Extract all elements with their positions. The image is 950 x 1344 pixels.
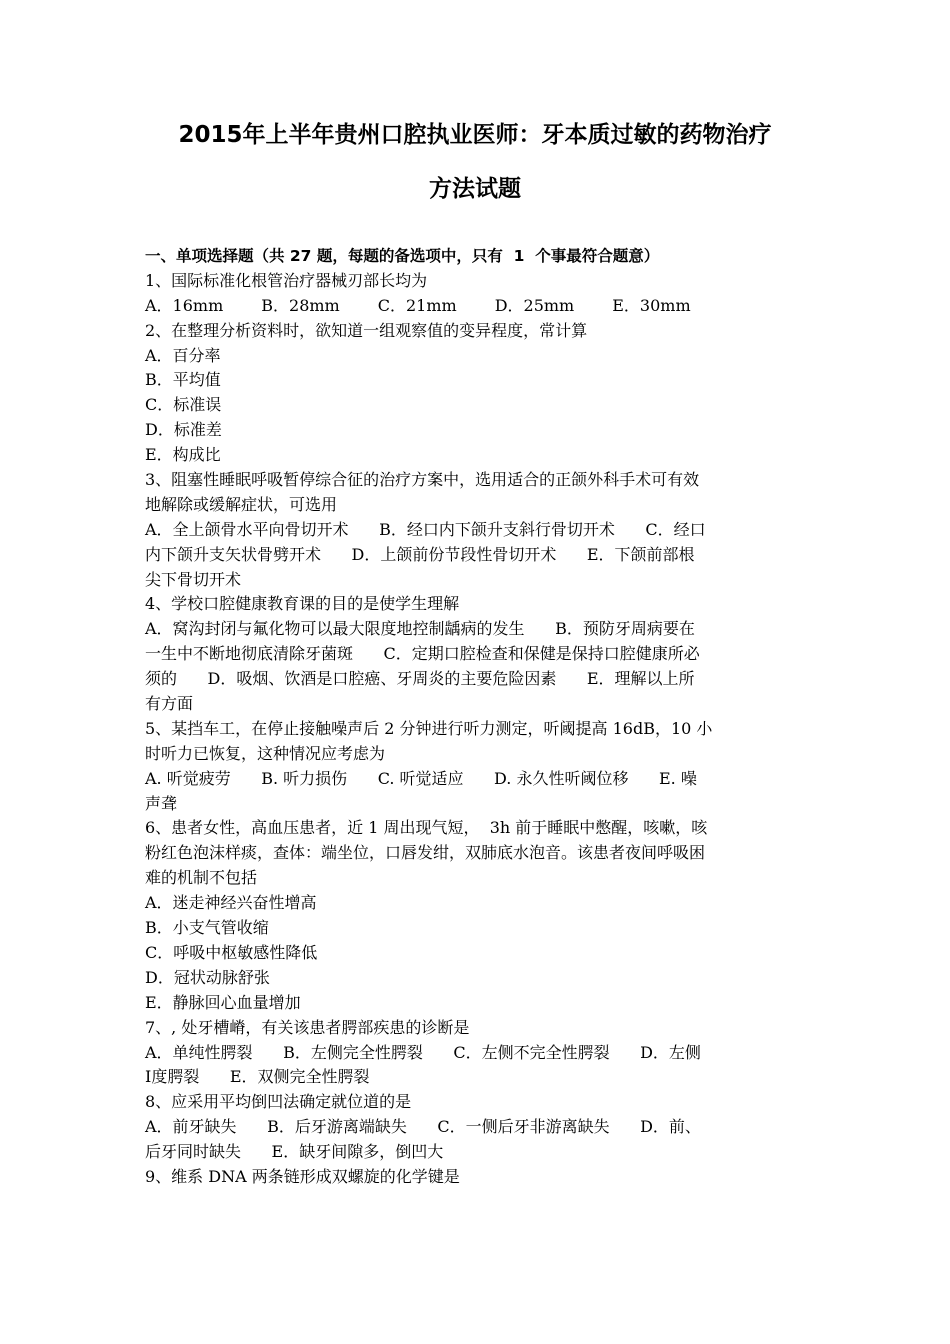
question-3-options-line-2: 内下颌升支矢状骨劈开术 D．上颌前份节段性骨切开术 E．下颌前部根 — [145, 544, 695, 564]
q2-option-c: C．标准误 — [145, 395, 222, 415]
question-1-options — [145, 294, 815, 319]
question-2-stem: 2、在整理分析资料时，欲知道一组观察值的变异程度，常计算 — [145, 320, 588, 340]
q6-option-b: B．小支气管收缩 — [145, 918, 269, 938]
q2-option-e: E．构成比 — [145, 445, 221, 465]
question-8-stem: 8、应采用平均倒凹法确定就位道的是 — [145, 1092, 412, 1112]
question-6-stem-line-2: 粉红色泡沫样痰，查体：端坐位，口唇发绀，双肺底水泡音。该患者夜间呼吸困 — [145, 843, 706, 863]
question-3-options-line-1: A．全上颌骨水平向骨切开术 B．经口内下颌升支斜行骨切开术 C．经口 — [145, 519, 706, 539]
question-4-options-line-2: 一生中不断地彻底清除牙菌斑 C．定期口腔检查和保健是保持口腔健康所必 — [145, 644, 700, 664]
question-3-stem-line-1: 3、阻塞性睡眠呼吸暂停综合征的治疗方案中，选用适合的正颌外科手术可有效 — [145, 470, 700, 490]
question-8-options-line-2: 后牙同时缺失 E．缺牙间隙多，倒凹大 — [145, 1142, 444, 1162]
document-title-line-2: 方法试题 — [429, 176, 521, 202]
question-7-options-line-1: A．单纯性腭裂 B．左侧完全性腭裂 C．左侧不完全性腭裂 D．左侧 — [145, 1042, 701, 1062]
document-body — [145, 244, 815, 1190]
question-5-stem-line-2: 时听力已恢复，这种情况应考虑为 — [145, 743, 386, 763]
question-7-options-line-2: Ⅰ度腭裂 E．双侧完全性腭裂 — [145, 1067, 370, 1087]
q6-option-c: C．呼吸中枢敏感性降低 — [145, 942, 318, 962]
q2-option-d: D．标准差 — [145, 420, 222, 440]
question-4-stem: 4、学校口腔健康教育课的目的是使学生理解 — [145, 594, 460, 614]
q2-option-b: B．平均值 — [145, 370, 221, 390]
q1-option-a: A．16mm — [145, 295, 224, 315]
question-4-options-line-3: 须的 D．吸烟、饮酒是口腔癌、牙周炎的主要危险因素 E．理解以上所 — [145, 669, 695, 689]
question-5-options-line-1: A. 听觉疲劳 B. 听力损伤 C. 听觉适应 D. 永久性听阈位移 E. 噪 — [145, 768, 697, 788]
question-5-stem-line-1: 5、某挡车工，在停止接触噪声后 2 分钟进行听力测定，听阈提高 16dB，10 小 — [145, 718, 713, 738]
q2-option-a: A．百分率 — [145, 345, 221, 365]
q6-option-a: A．迷走神经兴奋性增高 — [145, 893, 317, 913]
q1-option-e: E．30mm — [612, 295, 691, 315]
q1-option-c: C．21mm — [377, 295, 457, 315]
question-9-stem: 9、维系 DNA 两条链形成双螺旋的化学键是 — [145, 1166, 460, 1186]
document-title-line-1: 2015年上半年贵州口腔执业医师：牙本质过敏的药物治疗 — [178, 122, 772, 148]
question-8-options-line-1: A．前牙缺失 B．后牙游离端缺失 C．一侧后牙非游离缺失 D．前、 — [145, 1117, 701, 1137]
question-6-stem-line-1: 6、患者女性，高血压患者，近 1 周出现气短， 3h 前于睡眠中憋醒，咳嗽，咳 — [145, 818, 708, 838]
question-4-options-line-4: 有方面 — [145, 694, 194, 714]
q1-option-d: D．25mm — [494, 295, 575, 315]
q6-option-e: E．静脉回心血量增加 — [145, 992, 301, 1012]
question-3-stem-line-2: 地解除或缓解症状，可选用 — [145, 494, 338, 514]
question-7-stem: 7、, 处牙槽嵴，有关该患者腭部疾患的诊断是 — [145, 1017, 470, 1037]
q6-option-d: D．冠状动脉舒张 — [145, 967, 270, 987]
question-3-options-line-3: 尖下骨切开术 — [145, 569, 242, 589]
section-heading: 一、单项选择题（共 27 题，每题的备选项中，只有 1 个事最符合题意） — [145, 247, 660, 265]
question-5-options-line-2: 声聋 — [145, 793, 178, 813]
question-1-stem: 1、国际标准化根管治疗器械刃部长均为 — [145, 270, 428, 290]
question-6-stem-line-3: 难的机制不包括 — [145, 868, 258, 888]
question-4-options-line-1: A．窝沟封闭与氟化物可以最大限度地控制龋病的发生 B．预防牙周病要在 — [145, 619, 695, 639]
q1-option-b: B．28mm — [261, 295, 340, 315]
